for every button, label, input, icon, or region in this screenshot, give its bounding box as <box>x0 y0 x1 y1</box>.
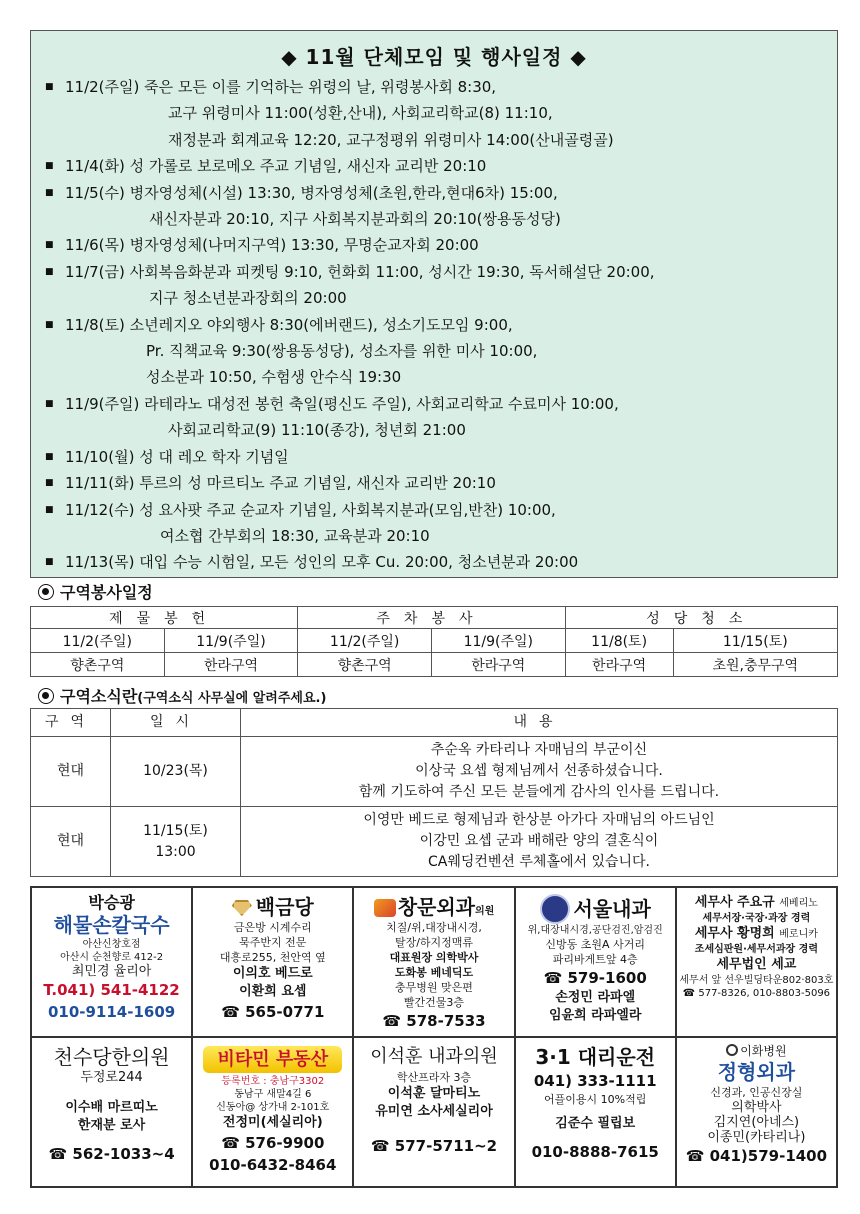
ads-grid <box>30 886 838 1188</box>
ad-tax-firm: 세무사 주요규 세베리노 세무서장·국장·과장 경력 세무사 황명희 베로니카 조세심판원·세무서과장 경력 세무법인 세교 세무서 앞 선우빌딩타운802·803호 ☎ 577-8326, 010-8803-5096 <box>676 887 837 1037</box>
news-date: 11/15(토) 13:00 <box>111 807 241 877</box>
schedule-title: ◆ 11월 단체모임 및 행사일정 ◆ <box>281 45 587 69</box>
ad-ewha-orthopedics: 이화병원 정형외과 신경과, 인공신장실 의학박사 김지연(아네스) 이종민(카타리나) ☎ 041)579-1400 <box>676 1037 837 1187</box>
ad-leeseokhun-clinic: 이석훈 내과의원 학산프라자 3층 이석훈 달마티노 유미연 소사세실리아 ☎ 577-5711~2 <box>353 1037 514 1187</box>
bullet-circle-icon <box>38 688 54 704</box>
duty-date: 11/9(주일) <box>164 629 298 653</box>
duty-area: 한라구역 <box>164 653 298 677</box>
hospital-logo-icon <box>726 1044 738 1056</box>
duty-area: 한라구역 <box>565 653 673 677</box>
duty-date: 11/2(주일) <box>298 629 432 653</box>
ad-cheonsudang: 천수당한의원 두정로244 이수배 마르띠노 한재분 로사 ☎ 562-1033~4 <box>31 1037 192 1187</box>
news-header-content: 내용 <box>241 709 838 737</box>
ad-baekgeumdang: 백금당 금은방 시계수리 묵주반지 전문 대흥로255, 천안역 옆 이의호 베드로 이환희 요셉 ☎ 565-0771 <box>192 887 353 1037</box>
ad-seoul-internal: 서울내과 위,대장내시경,공단검진,암검진 신방동 초원A 사거리 파리바게트앞 4층 ☎ 579-1600 손정민 라파엘 임윤희 라파엘라 <box>515 887 676 1037</box>
ad-changmun-surgery: 창문외과의원 치질/위,대장내시경, 탈장/하지정맥류 대표원장 의학박사 도화봉 베네딕도 충무병원 맞은편 빨간건물3층 ☎ 578-7533 <box>353 887 514 1037</box>
news-area: 현대 <box>31 737 111 807</box>
schedule-item: ■ 11/7(금) 사회복음화분과 피켓팅 9:10, 헌화회 11:00, 성시간 19:30, 독서해설단 20:00, 지구 청소년분과장회의 20:00 <box>45 259 837 312</box>
schedule-item: ■ 11/5(수) 병자영성체(시설) 13:30, 병자영성체(초원,한라,현대6차) 15:00, 새신자분과 20:10, 지구 사회복지분과회의 20:10(쌍용동성당) <box>45 180 837 233</box>
duty-section-title: 구역봉사일정 <box>38 580 153 603</box>
schedule-item: ■ 11/10(월) 성 대 레오 학자 기념일 <box>45 444 837 470</box>
ad-kalguksu: 박승광 해물손칼국수 아산신창호점 아산시 순천향로 412-2 최민경 율리아 T.041) 541-4122 010-9114-1609 <box>31 887 192 1037</box>
ad-31-driver: 3·1 대리운전 041) 333-1111 어플이용시 10%적립 김준수 필립보 010-8888-7615 <box>515 1037 676 1187</box>
duty-date: 11/2(주일) <box>31 629 165 653</box>
news-header-date: 일시 <box>111 709 241 737</box>
diamond-icon <box>232 900 252 916</box>
schedule-item: ■ 11/9(주일) 라테라노 대성전 봉헌 축일(평신도 주일), 사회교리학교 수료미사 10:00, 사회교리학교(9) 11:10(종강), 청년회 21:00 <box>45 391 837 444</box>
university-seal-icon <box>540 894 570 924</box>
bullet-circle-icon <box>38 584 54 600</box>
duty-date: 11/8(토) <box>565 629 673 653</box>
schedule-item: ■ 11/4(화) 성 가롤로 보로메오 주교 기념일, 새신자 교리반 20:10 <box>45 153 837 179</box>
news-header-area: 구역 <box>31 709 111 737</box>
clinic-logo-icon <box>374 899 396 917</box>
duty-date: 11/9(주일) <box>431 629 565 653</box>
duty-area: 향촌구역 <box>31 653 165 677</box>
news-area: 현대 <box>31 807 111 877</box>
duty-area: 향촌구역 <box>298 653 432 677</box>
schedule-item: ■ 11/6(목) 병자영성체(나머지구역) 13:30, 무명순교자회 20:00 <box>45 232 837 258</box>
duty-area: 한라구역 <box>431 653 565 677</box>
schedule-list <box>31 74 837 576</box>
ad-vitamin-realty: 비타민 부동산 등록번호 : 충남구3302 동남구 새말4길 6 신동아@ 상가내 2-101호 전정미(세실리아) ☎ 576-9900 010-6432-8464 <box>192 1037 353 1187</box>
news-section-title: 구역소식란(구역소식 사무실에 알려주세요.) <box>38 684 326 707</box>
duty-date: 11/15(토) <box>673 629 837 653</box>
schedule-item: ■ 11/2(주일) 죽은 모든 이를 기억하는 위령의 날, 위령봉사회 8:30, 교구 위령미사 11:00(성환,산내), 사회교리학교(8) 11:10, 재정분과 회계교육 12:20, 교구정평위 위령미사 14:00(산내골령골) <box>45 74 837 153</box>
news-table <box>30 708 838 877</box>
schedule-item: ■ 11/11(화) 투르의 성 마르티노 주교 기념일, 새신자 교리반 20:10 <box>45 470 837 496</box>
news-date: 10/23(목) <box>111 737 241 807</box>
schedule-item: ■ 11/13(목) 대입 수능 시험일, 모든 성인의 모후 Cu. 20:00, 청소년분과 20:00 <box>45 549 837 575</box>
schedule-item: ■ 11/8(토) 소년레지오 야외행사 8:30(에버랜드), 성소기도모임 9:00, Pr. 직책교육 9:30(쌍용동성당), 성소자를 위한 미사 10:00, 성소분과 10:50, 수험생 안수식 19:30 <box>45 312 837 391</box>
duty-area: 초원,충무구역 <box>673 653 837 677</box>
news-note: (구역소식 사무실에 알려주세요.) <box>137 691 327 706</box>
news-content: 추순옥 카타리나 자매님의 부군이신 이상국 요셉 형제님께서 선종하셨습니다. 함께 기도하여 주신 모든 분들에게 감사의 인사를 드립니다. <box>241 737 838 807</box>
duty-header-cleaning: 성당청소 <box>565 607 837 629</box>
event-schedule-box <box>30 30 838 578</box>
duty-header-parking: 주차봉사 <box>298 607 565 629</box>
schedule-item: ■ 11/12(수) 성 요사팟 주교 순교자 기념일, 사회복지분과(모임,반찬) 10:00, 여소협 간부회의 18:30, 교육분과 20:10 <box>45 497 837 550</box>
duty-table <box>30 606 838 677</box>
duty-header-offering: 제물봉헌 <box>31 607 298 629</box>
news-content: 이영만 베드로 형제님과 한상분 아가다 자매님의 아드님인 이강민 요셉 군과 배해란 양의 결혼식이 CA웨딩컨벤션 루체홀에서 있습니다. <box>241 807 838 877</box>
